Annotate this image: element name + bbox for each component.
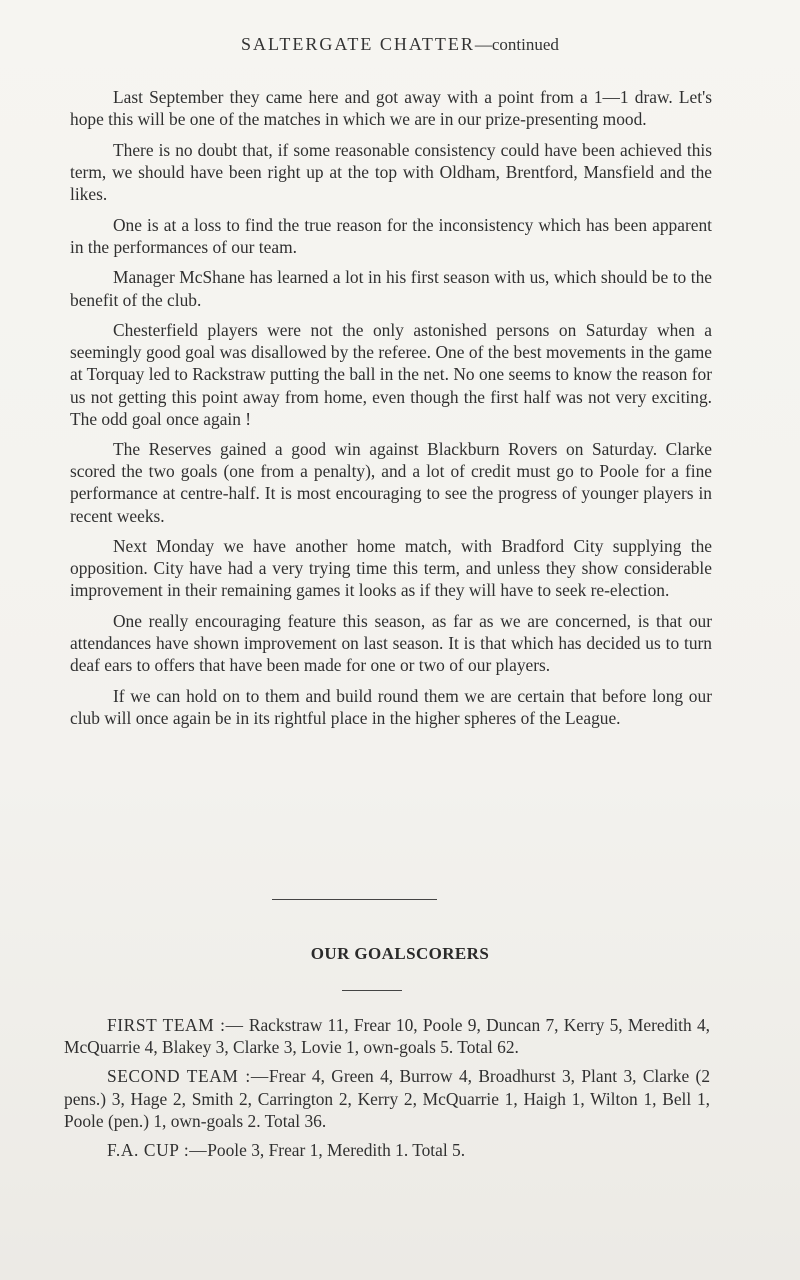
article-paragraph: One really encouraging feature this season, as far as we are concerned, is that our attendances have shown improvement on last season. It is that which has decided us to turn deaf ears to offers that have been made for one or two of our players. — [70, 611, 712, 676]
first-team-text: Rackstraw 11, Frear 10, Poole 9, Duncan 7, Kerry 5, Meredith 4, McQuarrie 4, Blakey 3, Clarke 3, Lovie 1, own-goals 5. Total 62. — [64, 1015, 710, 1058]
article-body — [70, 86, 712, 738]
running-title — [0, 34, 800, 55]
fa-cup-label: F.A. CUP :— — [107, 1140, 208, 1161]
section-divider — [272, 899, 437, 900]
running-title-suffix: —continued — [474, 35, 559, 54]
fa-cup-scorers — [64, 1139, 710, 1161]
article-paragraph: Last September they came here and got away with a point from a 1—1 draw. Let's hope this will be one of the matches in which we are in our prize-presenting mood. — [70, 87, 712, 130]
article-paragraph: One is at a loss to find the true reason for the inconsistency which has been apparent in the performances of our team. — [70, 214, 712, 257]
article-paragraph: There is no doubt that, if some reasonable consistency could have been achieved this term, we should have been right up at the top with Oldham, Brentford, Mansfield and the likes. — [70, 139, 712, 204]
article-paragraph: If we can hold on to them and build round them we are certain that before long our club will once again be in its rightful place in the higher spheres of the League. — [70, 686, 712, 729]
second-team-label: SECOND TEAM :— — [107, 1066, 269, 1087]
second-team-scorers — [64, 1065, 710, 1132]
article-paragraph: Chesterfield players were not the only astonished persons on Saturday when a seemingly good goal was disallowed by the referee. One of the best movements in the game at Torquay led to Rackstraw putting the ball in the net. No one seems to know the reason for us not getting this point away from home, even though the first half was not very exciting. The odd goal once again ! — [70, 320, 712, 429]
first-team-scorers — [64, 1014, 710, 1058]
heading-underline — [342, 990, 402, 991]
article-paragraph: The Reserves gained a good win against Blackburn Rovers on Saturday. Clarke scored the two goals (one from a penalty), and a lot of credit must go to Poole for a fine performance at centre-half. It is most encouraging to see the progress of younger players in recent weeks. — [70, 439, 712, 526]
second-team-text: Frear 4, Green 4, Burrow 4, Broadhurst 3, Plant 3, Clarke (2 pens.) 3, Hage 2, Smith 2, Carrington 2, Kerry 2, McQuarrie 1, Haigh 1, Wilton 1, Bell 1, Poole (pen.) 1, own-goals 2. Total 36. — [64, 1066, 711, 1131]
first-team-label: FIRST TEAM :— — [107, 1015, 244, 1035]
article-paragraph: Manager McShane has learned a lot in his first season with us, which should be to the benefit of the club. — [70, 267, 712, 310]
article-paragraph: Next Monday we have another home match, with Bradford City supplying the opposition. City have had a very trying time this term, and unless they show considerable improvement in their remaining games it looks as if they will have to seek re-election. — [70, 536, 712, 601]
fa-cup-text: Poole 3, Frear 1, Meredith 1. Total 5. — [207, 1140, 466, 1161]
goalscorers-heading: OUR GOALSCORERS — [310, 944, 490, 963]
goalscorers-list — [64, 1014, 710, 1168]
running-title-main: SALTERGATE CHATTER — [241, 34, 475, 54]
